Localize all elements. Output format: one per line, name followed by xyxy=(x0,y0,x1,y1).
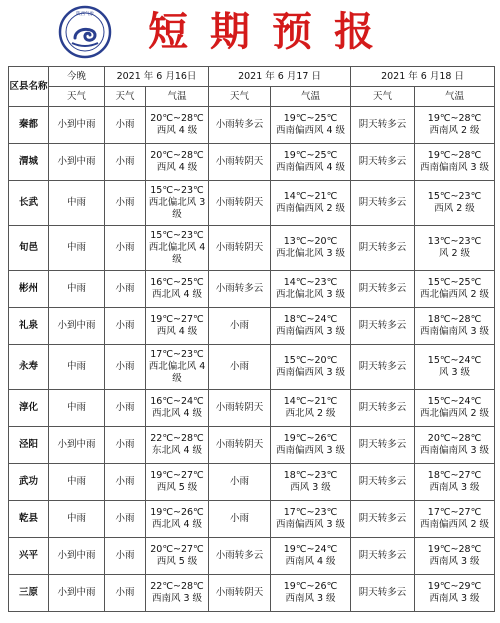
day1-wind: 西南风 3 级 xyxy=(151,593,203,604)
day1-temp-cell xyxy=(146,144,209,181)
day3-weather: 阴天转多云 xyxy=(351,427,415,464)
day2-weather: 小雨转阴天 xyxy=(209,390,271,427)
day1-weather-header: 天气 xyxy=(105,87,146,107)
day1-wind: 西北风 4 级 xyxy=(151,408,203,419)
day1-temp: 22℃~28℃ xyxy=(150,433,204,444)
day3-temp: 15℃~23℃ xyxy=(427,191,482,202)
table-row xyxy=(9,107,495,144)
day1-date-header: 2021 年 6 月16日 xyxy=(105,67,209,87)
region-header: 区县名称 xyxy=(9,67,49,107)
day2-wind: 西风 3 级 xyxy=(290,482,331,493)
city-name: 淳化 xyxy=(9,390,49,427)
day1-weather: 小雨 xyxy=(105,144,146,181)
day2-weather: 小雨转多云 xyxy=(209,107,271,144)
table-row xyxy=(9,538,495,575)
day3-temp-cell xyxy=(415,501,495,538)
day1-wind: 西风 4 级 xyxy=(156,162,198,173)
day1-weather: 小雨 xyxy=(105,181,146,226)
svg-text:陕西气象: 陕西气象 xyxy=(76,12,94,17)
day2-temp-cell xyxy=(271,464,351,501)
day2-wind: 西南偏西风 3 级 xyxy=(275,367,346,378)
day3-temp: 15℃~24℃ xyxy=(427,355,482,366)
day1-wind: 西北偏北风 4 级 xyxy=(148,242,206,265)
city-name: 彬州 xyxy=(9,271,49,308)
day1-temp-cell xyxy=(146,226,209,271)
day3-wind: 风 2 级 xyxy=(438,248,471,259)
table-row xyxy=(9,464,495,501)
day2-wind: 西南偏西风 3 级 xyxy=(275,445,346,456)
day2-temp-cell xyxy=(271,308,351,345)
day3-weather: 阴天转多云 xyxy=(351,271,415,308)
day3-wind: 西南偏南风 3 级 xyxy=(419,162,490,173)
day3-wind: 西南风 3 级 xyxy=(429,593,480,604)
day3-weather: 阴天转多云 xyxy=(351,464,415,501)
day1-temp: 20℃~28℃ xyxy=(150,113,204,124)
day2-temp: 14℃~21℃ xyxy=(283,191,338,202)
day2-date-header: 2021 年 6 月17 日 xyxy=(209,67,351,87)
day1-weather: 小雨 xyxy=(105,226,146,271)
header-row-fields xyxy=(9,87,495,107)
day2-weather: 小雨 xyxy=(209,464,271,501)
table-row xyxy=(9,271,495,308)
day3-temp-cell xyxy=(415,390,495,427)
city-name: 永寿 xyxy=(9,345,49,390)
day3-weather: 阴天转多云 xyxy=(351,538,415,575)
day1-temp-cell xyxy=(146,464,209,501)
table-row xyxy=(9,181,495,226)
day1-temp-cell xyxy=(146,181,209,226)
day1-weather: 小雨 xyxy=(105,501,146,538)
day2-temp-cell xyxy=(271,181,351,226)
city-name: 秦都 xyxy=(9,107,49,144)
table-row xyxy=(9,144,495,181)
day3-temp: 15℃~25℃ xyxy=(427,277,482,288)
day1-temp-cell xyxy=(146,575,209,612)
day1-weather: 小雨 xyxy=(105,464,146,501)
day3-date-header: 2021 年 6 月18 日 xyxy=(351,67,495,87)
day1-weather: 小雨 xyxy=(105,271,146,308)
day3-temp-cell xyxy=(415,538,495,575)
day1-wind: 西北风 4 级 xyxy=(151,289,203,300)
day3-wind: 西风 2 级 xyxy=(434,203,475,214)
tonight-weather: 小到中雨 xyxy=(49,538,105,575)
day1-temp-cell xyxy=(146,390,209,427)
day1-wind: 西风 4 级 xyxy=(156,326,198,337)
day1-weather: 小雨 xyxy=(105,575,146,612)
tonight-weather: 小到中雨 xyxy=(49,144,105,181)
day2-temp-cell xyxy=(271,390,351,427)
day3-weather: 阴天转多云 xyxy=(351,308,415,345)
day3-wind: 西北偏西风 2 级 xyxy=(419,408,490,419)
day2-weather: 小雨转阴天 xyxy=(209,181,271,226)
day3-temp-cell xyxy=(415,575,495,612)
day1-wind: 西北偏北风 4 级 xyxy=(148,361,206,384)
tonight-weather: 中雨 xyxy=(49,226,105,271)
tonight-weather: 中雨 xyxy=(49,271,105,308)
day3-temp: 17℃~27℃ xyxy=(427,507,482,518)
city-name: 三原 xyxy=(9,575,49,612)
tonight-weather: 小到中雨 xyxy=(49,308,105,345)
day3-temp: 19℃~28℃ xyxy=(427,150,482,161)
day1-temp-cell xyxy=(146,345,209,390)
day2-temp-cell xyxy=(271,144,351,181)
day2-temp: 15℃~20℃ xyxy=(283,355,338,366)
day2-temp-header: 气温 xyxy=(271,87,351,107)
city-name: 泾阳 xyxy=(9,427,49,464)
tonight-weather: 小到中雨 xyxy=(49,427,105,464)
day1-weather: 小雨 xyxy=(105,345,146,390)
day2-temp: 19℃~26℃ xyxy=(283,433,338,444)
day3-wind: 西南偏南风 3 级 xyxy=(419,326,490,337)
city-name: 旬邑 xyxy=(9,226,49,271)
day2-wind: 西南风 3 级 xyxy=(285,593,336,604)
day3-weather: 阴天转多云 xyxy=(351,390,415,427)
table-row xyxy=(9,427,495,464)
day2-temp: 19℃~25℃ xyxy=(283,113,338,124)
city-name: 兴平 xyxy=(9,538,49,575)
day2-temp: 14℃~23℃ xyxy=(283,277,338,288)
day1-temp: 15℃~23℃ xyxy=(150,185,204,196)
table-row xyxy=(9,345,495,390)
forecast-table xyxy=(8,66,495,612)
day2-weather: 小雨转多云 xyxy=(209,538,271,575)
day3-wind: 西南偏西风 2 级 xyxy=(419,519,490,530)
day1-temp: 16℃~25℃ xyxy=(150,277,204,288)
tonight-weather: 中雨 xyxy=(49,390,105,427)
day1-temp: 19℃~26℃ xyxy=(150,507,204,518)
day1-wind: 西风 5 级 xyxy=(156,482,198,493)
day3-wind: 西南风 3 级 xyxy=(429,482,480,493)
day2-temp-cell xyxy=(271,271,351,308)
day2-temp: 19℃~26℃ xyxy=(283,581,338,592)
day2-weather: 小雨转多云 xyxy=(209,271,271,308)
meteorological-logo-icon xyxy=(58,5,112,59)
day2-temp-cell xyxy=(271,427,351,464)
day3-weather: 阴天转多云 xyxy=(351,181,415,226)
day3-wind: 风 3 级 xyxy=(438,367,471,378)
day1-temp-cell xyxy=(146,271,209,308)
day2-weather: 小雨 xyxy=(209,501,271,538)
day3-wind: 西北偏西风 2 级 xyxy=(419,289,490,300)
day2-wind: 西南风 4 级 xyxy=(285,556,336,567)
page-title: 短期预报 xyxy=(148,8,396,55)
day1-weather: 小雨 xyxy=(105,107,146,144)
tonight-weather: 小到中雨 xyxy=(49,107,105,144)
day1-temp-header: 气温 xyxy=(146,87,209,107)
day2-temp-cell xyxy=(271,501,351,538)
day1-weather: 小雨 xyxy=(105,390,146,427)
day2-temp-cell xyxy=(271,107,351,144)
day3-temp-header: 气温 xyxy=(415,87,495,107)
tonight-weather-header: 天气 xyxy=(49,87,105,107)
day3-weather: 阴天转多云 xyxy=(351,144,415,181)
day1-wind: 西风 4 级 xyxy=(156,125,198,136)
day2-weather: 小雨 xyxy=(209,345,271,390)
day1-temp: 20℃~27℃ xyxy=(150,544,204,555)
day3-temp: 18℃~27℃ xyxy=(427,470,482,481)
day2-temp: 17℃~23℃ xyxy=(283,507,338,518)
day3-wind: 西南风 3 级 xyxy=(429,556,480,567)
day3-weather: 阴天转多云 xyxy=(351,575,415,612)
day1-temp: 17℃~23℃ xyxy=(150,349,204,360)
day3-temp-cell xyxy=(415,427,495,464)
header-row-dates xyxy=(9,67,495,87)
tonight-weather: 中雨 xyxy=(49,464,105,501)
day2-weather: 小雨转阴天 xyxy=(209,575,271,612)
day1-temp: 16℃~24℃ xyxy=(150,396,204,407)
table-row xyxy=(9,501,495,538)
day2-temp-cell xyxy=(271,538,351,575)
day2-wind: 西南偏西风 3 级 xyxy=(275,326,346,337)
day2-wind: 西南偏西风 4 级 xyxy=(275,125,346,136)
day3-wind: 西南风 2 级 xyxy=(429,125,480,136)
day1-temp-cell xyxy=(146,427,209,464)
day1-temp: 20℃~28℃ xyxy=(150,150,204,161)
tonight-header: 今晚 xyxy=(49,67,105,87)
day2-weather-header: 天气 xyxy=(209,87,271,107)
day3-weather-header: 天气 xyxy=(351,87,415,107)
city-name: 武功 xyxy=(9,464,49,501)
day3-temp-cell xyxy=(415,181,495,226)
day1-weather: 小雨 xyxy=(105,427,146,464)
day2-weather: 小雨转阴天 xyxy=(209,427,271,464)
day2-temp-cell xyxy=(271,345,351,390)
day2-temp: 19℃~25℃ xyxy=(283,150,338,161)
day2-temp-cell xyxy=(271,226,351,271)
day3-temp-cell xyxy=(415,107,495,144)
day3-temp: 19℃~29℃ xyxy=(427,581,482,592)
day2-weather: 小雨 xyxy=(209,308,271,345)
day1-wind: 西风 5 级 xyxy=(156,556,198,567)
city-name: 渭城 xyxy=(9,144,49,181)
day1-wind: 西北偏北风 3 级 xyxy=(148,197,206,220)
tonight-weather: 中雨 xyxy=(49,181,105,226)
tonight-weather: 小到中雨 xyxy=(49,575,105,612)
day1-temp-cell xyxy=(146,501,209,538)
day1-temp: 19℃~27℃ xyxy=(150,314,204,325)
day2-temp: 18℃~24℃ xyxy=(283,314,338,325)
day1-weather: 小雨 xyxy=(105,308,146,345)
day2-temp: 13℃~20℃ xyxy=(283,236,338,247)
day3-weather: 阴天转多云 xyxy=(351,345,415,390)
day1-temp: 22℃~28℃ xyxy=(150,581,204,592)
day3-temp-cell xyxy=(415,464,495,501)
day1-temp-cell xyxy=(146,308,209,345)
day2-temp-cell xyxy=(271,575,351,612)
tonight-weather: 中雨 xyxy=(49,345,105,390)
day2-wind: 西南偏西风 3 级 xyxy=(275,519,346,530)
day3-wind: 西南偏南风 3 级 xyxy=(419,445,490,456)
day3-temp-cell xyxy=(415,308,495,345)
day1-temp-cell xyxy=(146,107,209,144)
day2-wind: 西北偏北风 3 级 xyxy=(275,248,346,259)
day1-wind: 西北风 4 级 xyxy=(151,519,203,530)
day2-weather: 小雨转阴天 xyxy=(209,144,271,181)
table-row xyxy=(9,226,495,271)
day3-temp-cell xyxy=(415,345,495,390)
table-row xyxy=(9,308,495,345)
day1-weather: 小雨 xyxy=(105,538,146,575)
table-row xyxy=(9,390,495,427)
day2-temp: 18℃~23℃ xyxy=(283,470,338,481)
day2-weather: 小雨转阴天 xyxy=(209,226,271,271)
city-name: 乾县 xyxy=(9,501,49,538)
day3-temp-cell xyxy=(415,271,495,308)
day3-temp-cell xyxy=(415,144,495,181)
day2-wind: 西北风 2 级 xyxy=(285,408,336,419)
day1-wind: 东北风 4 级 xyxy=(151,445,203,456)
day3-temp: 13℃~23℃ xyxy=(427,236,482,247)
day3-weather: 阴天转多云 xyxy=(351,107,415,144)
day2-wind: 西南偏西风 4 级 xyxy=(275,162,346,173)
city-name: 礼泉 xyxy=(9,308,49,345)
day1-temp-cell xyxy=(146,538,209,575)
day2-wind: 西南偏西风 2 级 xyxy=(275,203,346,214)
day2-wind: 西北偏北风 3 级 xyxy=(275,289,346,300)
city-name: 长武 xyxy=(9,181,49,226)
table-row xyxy=(9,575,495,612)
day3-weather: 阴天转多云 xyxy=(351,501,415,538)
day3-temp: 19℃~28℃ xyxy=(427,544,482,555)
tonight-weather: 中雨 xyxy=(49,501,105,538)
day3-temp: 19℃~28℃ xyxy=(427,113,482,124)
day3-temp: 20℃~28℃ xyxy=(427,433,482,444)
day2-temp: 19℃~24℃ xyxy=(283,544,338,555)
day3-temp-cell xyxy=(415,226,495,271)
day1-temp: 19℃~27℃ xyxy=(150,470,204,481)
day3-weather: 阴天转多云 xyxy=(351,226,415,271)
day3-temp: 15℃~24℃ xyxy=(427,396,482,407)
day3-temp: 18℃~28℃ xyxy=(427,314,482,325)
day2-temp: 14℃~21℃ xyxy=(283,396,338,407)
day1-temp: 15℃~23℃ xyxy=(150,230,204,241)
